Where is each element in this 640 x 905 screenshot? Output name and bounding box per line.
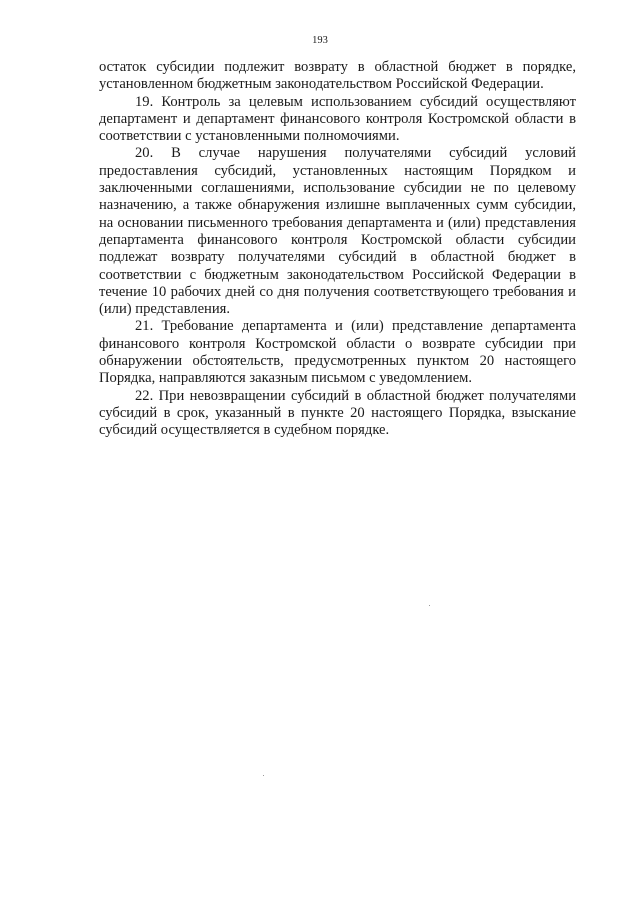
paragraph-item-21: 21. Требование департамента и (или) представление департамента финансового контроля Костромской области о возврате субсидии при обнаружении обстоятельств, предусмотренных пунктом 20 настоящего Порядка, направляются заказным письмом с уведомлением. xyxy=(99,318,576,387)
paragraph-item-19: 19. Контроль за целевым использованием субсидий осуществляют департамент и департамент финансового контроля Костромской области в соответствии с установленными полномочиями. xyxy=(99,93,576,145)
document-body xyxy=(99,59,576,440)
scan-speck xyxy=(429,605,430,606)
paragraph-item-22: 22. При невозвращении субсидий в областной бюджет получателями субсидий в срок, указанный в пункте 20 настоящего Порядка, взыскание субсидий осуществляется в судебном порядке. xyxy=(99,387,576,439)
paragraph-item-20: 20. В случае нарушения получателями субсидий условий предоставления субсидий, установленных настоящим Порядком и заключенными соглашениями, использование субсидии не по целевому назначению, а также обнаружения излишне выплаченных сумм субсидии, на основании письменного требования департамента и (или) представления департамента финансового контроля Костромской области субсидии подлежат возврату получателями субсидий в областной бюджет в соответствии с бюджетным законодательством Российской Федерации в течение 10 рабочих дней со дня получения соответствующего требования и (или) представления. xyxy=(99,145,576,318)
page-number: 193 xyxy=(312,35,328,46)
paragraph-continuation: остаток субсидии подлежит возврату в областной бюджет в порядке, установленном бюджетным законодательством Российской Федерации. xyxy=(99,59,576,93)
scan-speck xyxy=(263,775,264,776)
